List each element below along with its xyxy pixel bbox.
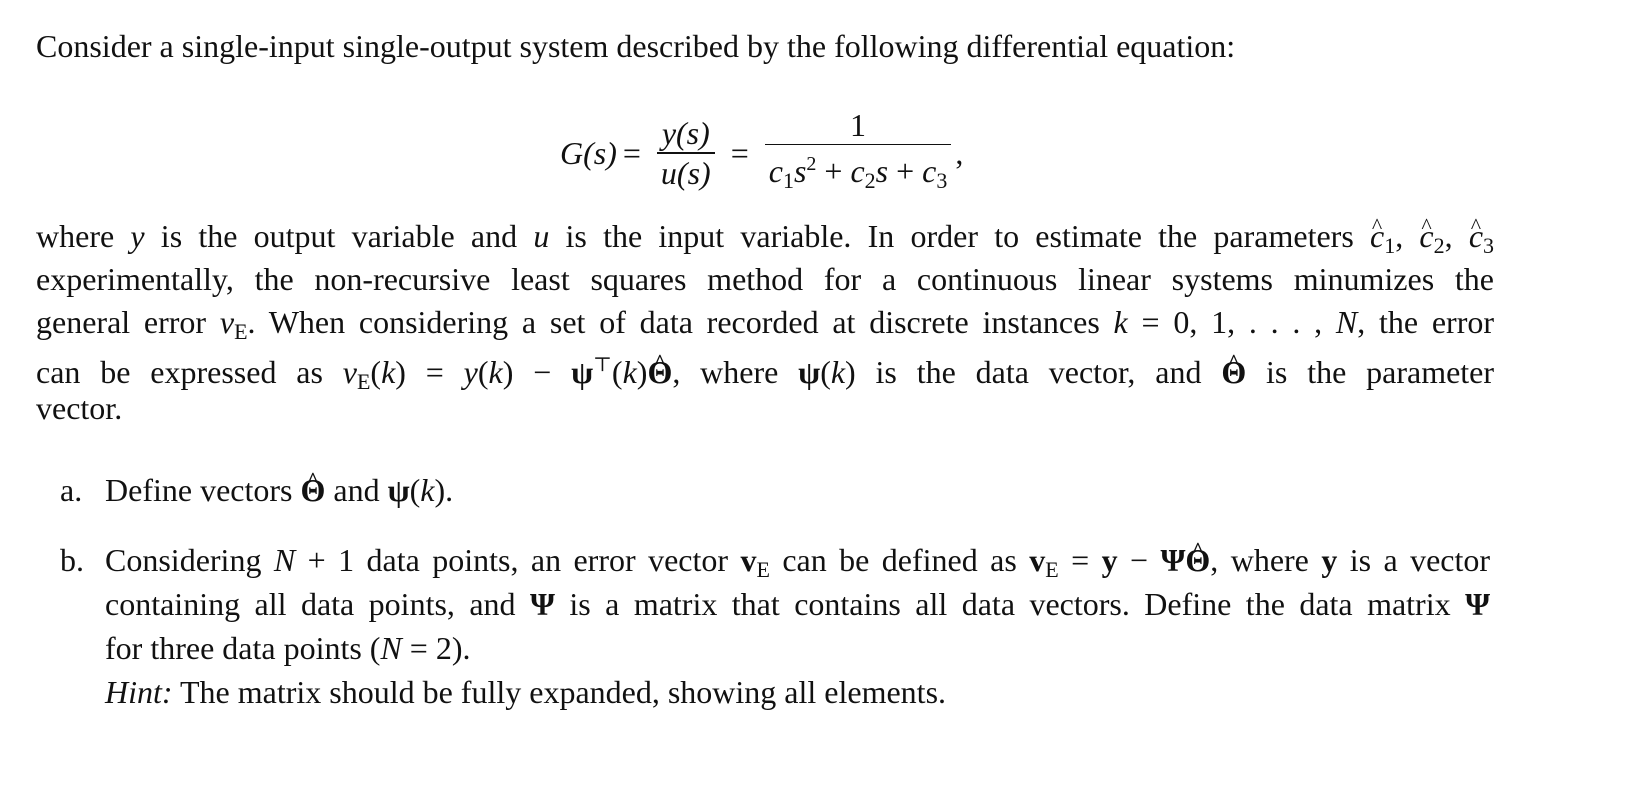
paragraph-line-2: experimentally, the non-recursive least squares method for a continuous linear systems minumizes the (36, 261, 1494, 297)
fraction-one-over-polynomial (765, 106, 952, 201)
hint-text: The matrix should be fully expanded, showing all elements. (172, 674, 947, 710)
item-b-line-3: for three data points (N = 2). (105, 630, 471, 666)
item-b-line-2: containing all data points, and Ψ is a matrix that contains all data vectors. Define the data matrix Ψ (105, 586, 1491, 622)
item-a-text: Define vectors ^ Θ and ψ(k). (105, 470, 1490, 510)
paragraph-line-3: general error $v_E$. When considering a set of data recorded at discrete instances k = 0, 1, . . . , N, the error (36, 304, 1495, 344)
hint-label: Hint: (105, 674, 173, 710)
equals-sign: = (730, 134, 749, 171)
equation-lhs: G(s) (560, 134, 617, 171)
transfer-function-equation (560, 108, 963, 198)
paragraph-line-4: can be expressed as $v_E(k) = y(k)$ − ψ⊤(k)^ Θ, where ψ(k) is the data vector, and ^ Θ is the parameter (36, 345, 1494, 402)
fraction-y-over-u (657, 114, 715, 192)
equals-sign: = (622, 134, 641, 171)
hint-line (105, 672, 1490, 712)
intro-text: Consider a single-input single-output system described by the following differential equation: (36, 28, 1236, 64)
fraction-numerator: y(s) (661, 115, 710, 152)
item-a-label: a. (60, 472, 83, 508)
paragraph-line-5: vector. (36, 390, 123, 426)
paragraph-line-1: where y is the output variable and u is the input variable. In order to estimate the parameters ^ $c_1$, ^ $c_2$, ^ $c_3$ (36, 216, 1494, 266)
fraction-denominator: u(s) (660, 154, 711, 191)
item-b-line-1: Considering N + 1 data points, an error vector $v_E$ can be defined as $v_E = y$ − Ψ^ Θ, where y is a vector (105, 540, 1490, 590)
item-b-label: b. (60, 542, 84, 578)
fraction-numerator: 1 (850, 106, 867, 143)
polynomial-denominator: $c_1s^2 + c_2s + c_3$ (768, 153, 948, 194)
equation-comma: , (955, 134, 964, 171)
